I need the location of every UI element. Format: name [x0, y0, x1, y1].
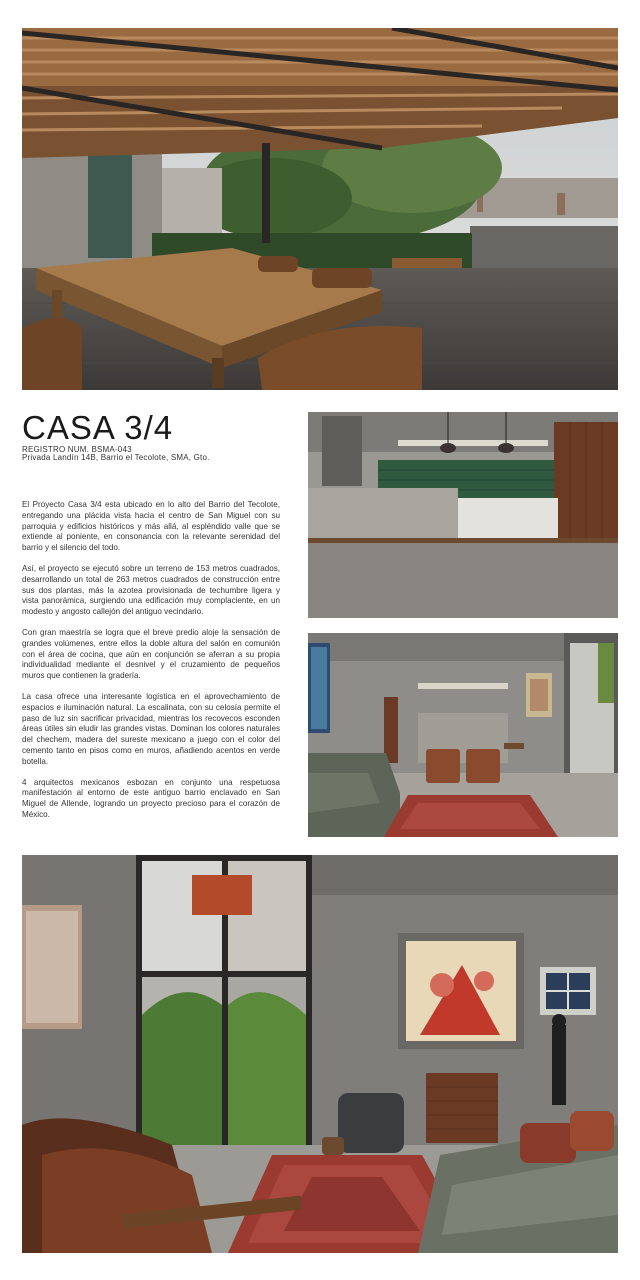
lounge-photo [22, 855, 618, 1253]
paragraph: Así, el proyecto se ejecutó sobre un terreno de 153 metros cuadrados, desarrollando un total de 263 metros cuadrados de construcción entre sus dos plantas, más la azotea provisionada de techumbre ligera y vista panorámica, surgiendo una edificación muy complaciente, en un modesto y angosto callejón del antiguo vecindario. [22, 563, 280, 617]
project-title: CASA 3/4 [22, 409, 174, 446]
description-text [22, 500, 280, 831]
paragraph: El Proyecto Casa 3/4 esta ubicado en lo alto del Barrio del Tecolote, entregando una plácida vista hacia el centro de San Miguel con su parroquia y edificios históricos y más allá, al espléndido valle que se extiende al poniente, en consonancia con la relevante serenidad del barrio y el silencio del todo. [22, 500, 280, 553]
kitchen-photo [308, 412, 618, 618]
registry-number: REGISTRO NUM. BSMA-043 [22, 445, 132, 454]
paragraph: 4 arquitectos mexicanos esbozan en conjunto una respetuosa manifestación al entorno de este antiguo barrio enclavado en San Miguel de Allende, logrando un proyecto precioso para el corazón de México. [22, 777, 280, 819]
terrace-photo [22, 28, 618, 390]
living-room-photo [308, 633, 618, 837]
project-address: Privada Landín 14B, Barrio el Tecolote, SMA, Gto. [22, 453, 210, 462]
paragraph: Con gran maestría se logra que el breve predio aloje la sensación de grandes volúmenes, entre ellos la doble altura del salón en comunión con el área de cocina, que aún en conjunción se aferran a su propia individualidad mediante el desnivel y el cruzamiento de pequeños muros que contienen la gradería. [22, 627, 280, 681]
paragraph: La casa ofrece una interesante logística en el aprovechamiento de espacios e iluminación natural. La escalinata, con su celosía permite el paso de luz sin sacrificar privacidad, mientras los recovecos esconden áreas útiles sin eludir las grandes vistas. Dominan los colores naturales del chechem, madera del sureste mexicano a juego con el color del cemento tanto en pisos como en muros, añadiendo acentos en verde botella. [22, 691, 280, 766]
